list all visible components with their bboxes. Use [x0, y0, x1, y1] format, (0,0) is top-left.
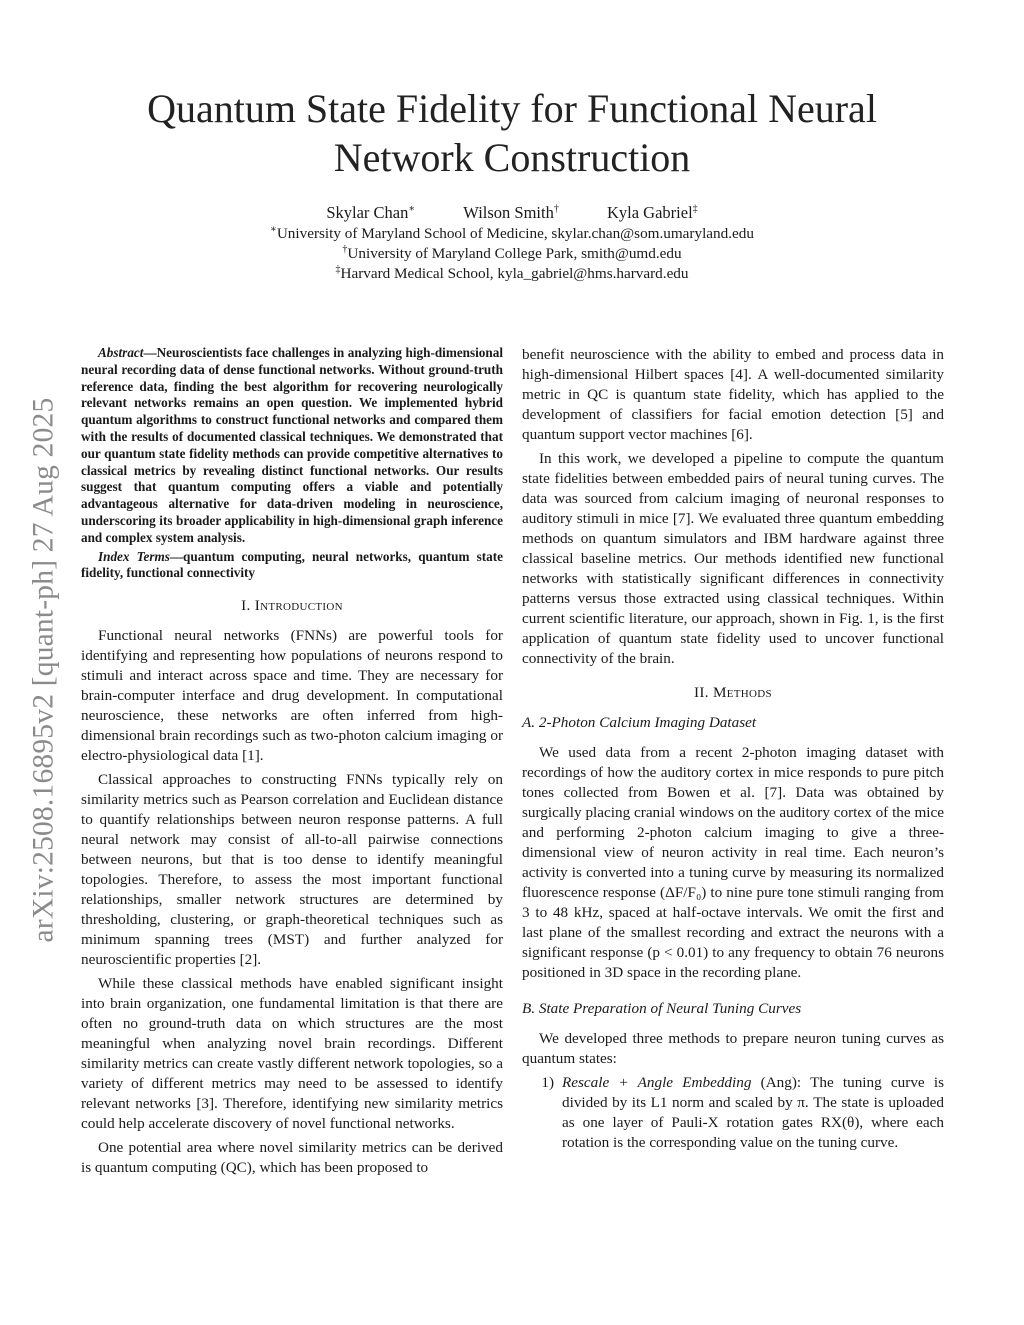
author: Skylar Chan∗: [326, 203, 416, 222]
list-item-body: Rescale + Angle Embedding (Ang): The tuning curve is divided by its L1 norm and scaled by π. The state is uploaded as one layer of Pauli-X rotation gates RX(θ), where each rotation is the corresponding value on the tuning curve.: [562, 1074, 944, 1151]
left-column: [81, 345, 503, 1178]
paragraph: In this work, we developed a pipeline to compute the quantum state fidelities between embedded pairs of neural tuning curves. The data was sourced from calcium imaging of neuronal responses to auditory stimuli in mice [7]. We evaluated three quantum embedding methods on quantum simulators and IBM hardware against three classical baseline metrics. Our methods identified new functional networks with statistically significant differences in connectivity patterns versus those extracted using classical techniques. Within current scientific literature, our approach, shown in Fig. 1, is the first application of quantum state fidelity used to uncover functional connectivity of the brain.: [522, 450, 944, 667]
section-heading-introduction: I. Introduction: [241, 597, 343, 615]
right-column: [522, 345, 944, 1153]
paragraph: One potential area where novel similarity metrics can be derived is quantum computing (QC), which has been proposed to: [81, 1139, 503, 1177]
paper-title: Quantum State Fidelity for Functional Neural Network Construction: [147, 86, 877, 180]
subsection-heading: A. 2-Photon Calcium Imaging Dataset: [522, 714, 757, 731]
author: Kyla Gabriel‡: [606, 203, 698, 222]
paragraph: We developed three methods to prepare neuron tuning curves as quantum states:: [522, 1030, 944, 1067]
affiliation: †University of Maryland College Park, smith@umd.edu: [342, 243, 682, 262]
arxiv-side-label: [16, 350, 72, 990]
section-heading-methods: II. Methods: [694, 684, 772, 701]
list-item-number: 1): [541, 1074, 554, 1091]
arxiv-identifier: arXiv:2508.16895v2 [quant-ph] 27 Aug 2025: [27, 397, 60, 943]
affiliation: ∗University of Maryland School of Medicine, skylar.chan@som.umaryland.edu: [270, 223, 754, 242]
list-item: [522, 1073, 944, 1153]
subsection-heading: B. State Preparation of Neural Tuning Curves: [522, 1000, 802, 1017]
author-list: [100, 202, 924, 224]
affiliation-list: [100, 224, 924, 284]
author: Wilson Smith†: [463, 203, 559, 222]
paragraph: We used data from a recent 2-photon imaging dataset with recordings of how the auditory cortex in mice responds to pure pitch tones collected from Bowen et al. [7]. Data was obtained by surgically placing cranial windows on the auditory cortex of the mice and performing 2-photon calcium imaging to give a three-dimensional view of neuron activity in real time. Each neuron’s activity is converted into a tuning curve by measuring its normalized fluorescence response (ΔF/F₀) to nine pure tone stimuli ranging from 3 to 48 kHz, spaced at half-octave intervals. We omit the first and last plane of the smallest recording and extract the neurons with a significant response (p < 0.01) to any frequency to obtain 76 neurons positioned in 3D space in the recording plane.: [522, 744, 944, 981]
paragraph: While these classical methods have enabled significant insight into brain organization, one fundamental limitation is that there are often no ground-truth data on which structures are the most meaningful when analyzing novel brain recordings. Different similarity metrics can create vastly different network topologies, so a variety of different metrics may need to be assessed to identify relevant networks [3]. Therefore, identifying new similarity metrics could help accelerate discovery of novel functional networks.: [81, 975, 503, 1133]
paragraph: Classical approaches to constructing FNNs typically rely on similarity metrics such as Pearson correlation and Euclidean distance to quantify relationships between neuron response patterns. A full neural network may consist of all-to-all pairwise connections between neurons, but that is too dense to identify meaningful topologies. Therefore, to assess the most important functional relationships, smaller network structures are determined by thresholding, clustering, or graph-theoretical techniques such as minimum spanning trees (MST) and further analyzed for neuroscientific properties [2].: [81, 771, 503, 969]
affiliation: ‡Harvard Medical School, kyla_gabriel@hms.harvard.edu: [335, 263, 689, 282]
paragraph: Functional neural networks (FNNs) are powerful tools for identifying and representing how populations of neurons respond to stimuli and interact across space and time. They are necessary for brain-computer interface and drug development. In computational neuroscience, these networks are often inferred from high-dimensional brain recordings such as two-photon calcium imaging or electro-physiological data [1].: [81, 627, 503, 765]
abstract: Abstract—Neuroscientists face challenges in analyzing high-dimensional neural recording data of dense functional networks. Without ground-truth reference data, finding the best algorithm for recovering neurologically relevant networks remains an open question. We implemented hybrid quantum algorithms to construct functional networks and compared them with the results of documented classical techniques. We demonstrated that our quantum state fidelity methods can provide competitive alternatives to classical metrics by revealing distinct functional networks. Our results suggest that quantum computing offers a viable and potentially advantageous alternative for data-driven modeling in neuroscience, underscoring its broader applicability in high-dimensional graph inference and complex system analysis.: [81, 345, 503, 545]
paragraph: benefit neuroscience with the ability to embed and process data in high-dimensional Hilbert spaces [4]. A well-documented similarity metric in QC is quantum state fidelity, which has applied to the development of classifiers for facial emotion detection [5] and quantum support vector machines [6].: [522, 346, 944, 443]
index-terms: Index Terms—quantum computing, neural networks, quantum state fidelity, functional connectivity: [81, 548, 503, 581]
